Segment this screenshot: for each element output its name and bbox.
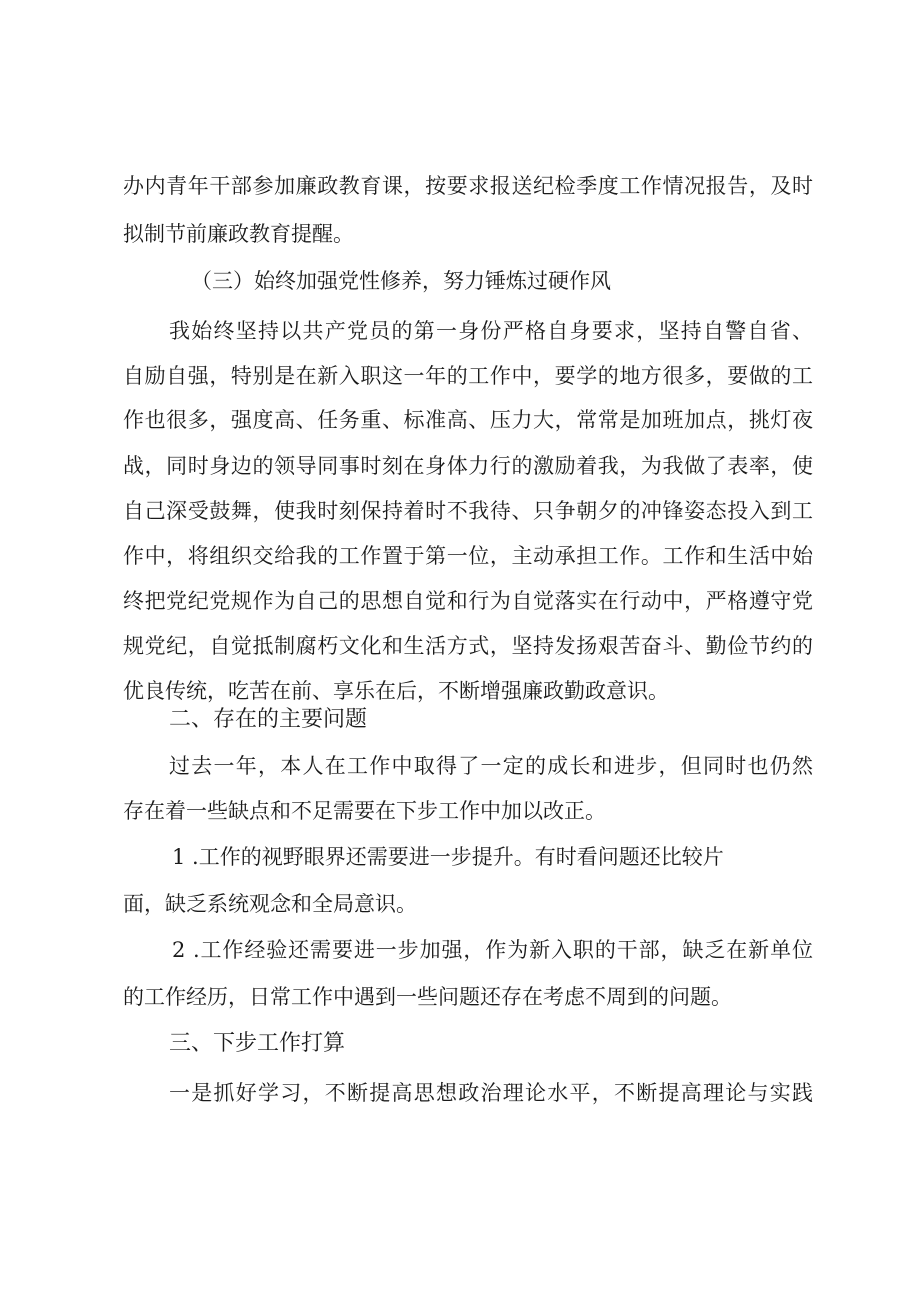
paragraph-line: 终把党纪党规作为自己的思想自觉和行为自觉落实在行动中，严格遵守党 bbox=[123, 589, 813, 613]
paragraph-line: 拟制节前廉政教育提醒。 bbox=[123, 222, 354, 246]
paragraph-line: 优良传统，吃苦在前、享乐在后，不断增强廉政勤政意识。 bbox=[123, 679, 669, 703]
subheading: （三）始终加强党性修养，努力锤炼过硬作风 bbox=[191, 269, 611, 293]
section-heading: 三、下步工作打算 bbox=[169, 1031, 346, 1056]
list-item-line: 1 .工作的视野眼界还需要进一步提升。有时看问题还比较片 bbox=[172, 845, 724, 869]
paragraph-line: 我始终坚持以共产党员的第一身份严格自身要求，坚持自警自省、 bbox=[169, 319, 813, 343]
paragraph-line: 办内青年干部参加廉政教育课，按要求报送纪检季度工作情况报告，及时 bbox=[123, 174, 813, 198]
paragraph-line: 战，同时身边的领导同事时刻在身体力行的激励着我，为我做了表率，使 bbox=[123, 454, 813, 478]
paragraph-line: 一是抓好学习，不断提高思想政治理论水平，不断提高理论与实践 bbox=[169, 1081, 813, 1105]
paragraph-line: 自己深受鼓舞，使我时刻保持着时不我待、只争朝夕的冲锋姿态投入到工 bbox=[123, 499, 813, 523]
paragraph-line: 作也很多，强度高、任务重、标准高、压力大，常常是加班加点，挑灯夜 bbox=[123, 408, 813, 432]
section-heading: 二、存在的主要问题 bbox=[169, 707, 368, 732]
paragraph-line: 规党纪，自觉抵制腐朽文化和生活方式，坚持发扬艰苦奋斗、勤俭节约的 bbox=[123, 634, 813, 658]
paragraph-line: 存在着一些缺点和不足需要在下步工作中加以改正。 bbox=[123, 799, 606, 823]
paragraph-line: 自励自强，特别是在新入职这一年的工作中，要学的地方很多，要做的工 bbox=[123, 364, 813, 388]
paragraph-line: 作中，将组织交给我的工作置于第一位，主动承担工作。工作和生活中始 bbox=[123, 544, 813, 568]
list-item-line: 面，缺乏系统观念和全局意识。 bbox=[123, 892, 417, 916]
paragraph-line: 过去一年，本人在工作中取得了一定的成长和进步，但同时也仍然 bbox=[169, 754, 813, 778]
list-item-line: 的工作经历，日常工作中遇到一些问题还存在考虑不周到的问题。 bbox=[123, 985, 732, 1009]
list-item-line: 2 .工作经验还需要进一步加强，作为新入职的干部，缺乏在新单位 bbox=[172, 938, 813, 962]
